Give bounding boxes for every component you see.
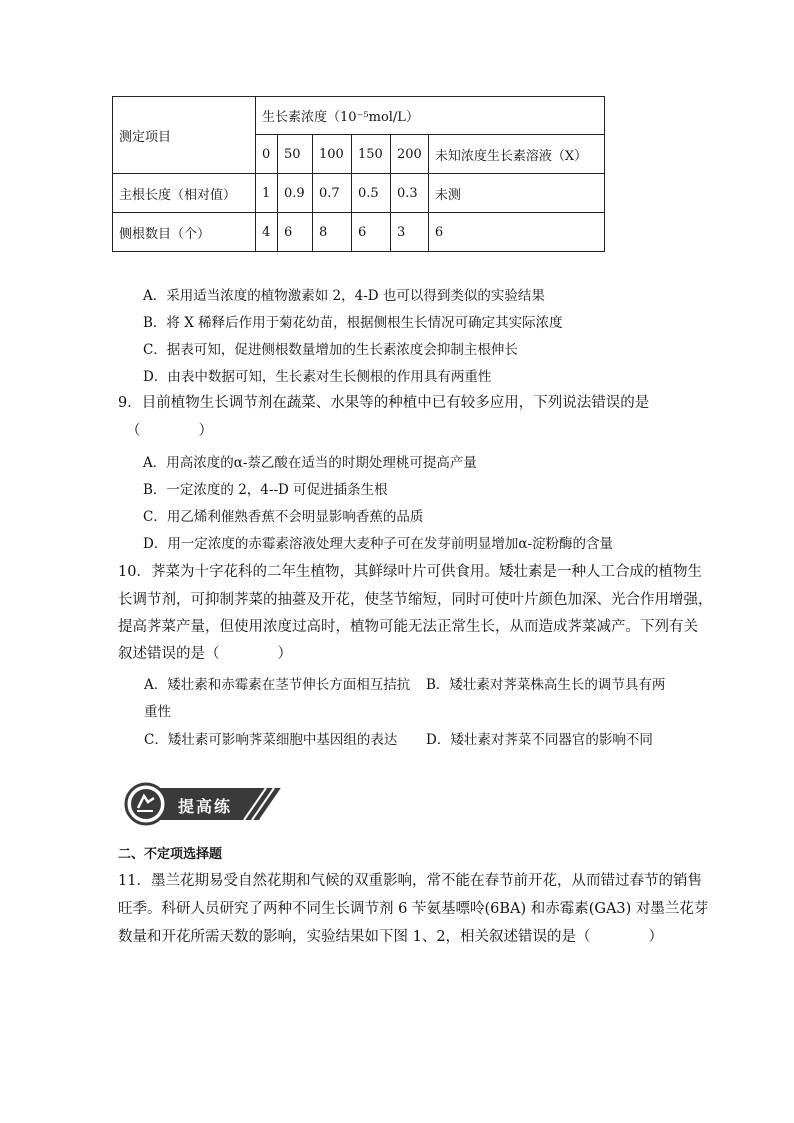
q8-option-d: D．由表中数据可知，生长素对生长侧根的作用具有两重性 <box>143 369 492 385</box>
q10-stem-line: 10．荠菜为十字花科的二年生植物，其鲜绿叶片可供食用。矮壮素是一种人工合成的植物生 <box>118 564 702 580</box>
table-row <box>113 213 605 252</box>
q9-option-a: A．用高浓度的α-萘乙酸在适当的时期处理桃可提高产量 <box>143 455 477 471</box>
table-row <box>113 174 605 213</box>
q10-option-a: A．矮壮素和赤霉素在茎节伸长方面相互拮抗 <box>144 677 411 693</box>
table-cell: 4 <box>256 213 278 252</box>
q10-stem-line: 长调节剂，可抑制荠菜的抽薹及开花，使茎节缩短，同时可使叶片颜色加深、光合作用增强， <box>118 592 713 608</box>
table-cell: 100 <box>313 135 352 174</box>
table-cell: 200 <box>391 135 429 174</box>
table-cell: 未知浓度生长素溶液（X） <box>428 135 604 174</box>
q8-option-a: A．采用适当浓度的植物激素如 2，4-D 也可以得到类似的实验结果 <box>143 288 545 304</box>
row-label: 侧根数目（个） <box>113 213 256 252</box>
q10-option-d: D．矮壮素对荠菜不同器官的影响不同 <box>426 732 653 748</box>
table-cell: 0.9 <box>278 174 313 213</box>
section-banner <box>122 782 290 826</box>
table-cell: 0 <box>256 135 278 174</box>
q10-stem-line: 提高荠菜产量，但使用浓度过高时，植物可能无法正常生长，从而造成荠菜减产。下列有关 <box>118 619 698 635</box>
q8-option-c: C．据表可知，促进侧根数量增加的生长素浓度会抑制主根伸长 <box>143 342 518 358</box>
table-cell: 8 <box>313 213 352 252</box>
table-cell: 6 <box>278 213 313 252</box>
table-cell: 0.3 <box>391 174 429 213</box>
q9-option-c: C．用乙烯利催熟香蕉不会明显影响香蕉的品质 <box>143 509 424 525</box>
data-table <box>112 96 605 252</box>
q11-stem-line: 数量和开花所需天数的影响，实验结果如下图 1、2，相关叙述错误的是（ ） <box>118 929 664 945</box>
q11-stem-line: 11．墨兰花期易受自然花期和气候的双重影响，常不能在春节前开花，从而错过春节的销售 <box>118 873 702 889</box>
q9-stem: 9．目前植物生长调节剂在蔬菜、水果等的种植中已有较多应用，下列说法错误的是 <box>118 395 650 411</box>
table-cell: 1 <box>256 174 278 213</box>
table-cell: 150 <box>352 135 391 174</box>
table-cell: 0.5 <box>352 174 391 213</box>
section-title: 二、不定项选择题 <box>118 847 223 862</box>
q10-option-c: C．矮壮素可影响荠菜细胞中基因组的表达 <box>144 732 398 748</box>
table-cell: 0.7 <box>313 174 352 213</box>
table-cell: 6 <box>352 213 391 252</box>
q9-option-d: D．用一定浓度的赤霉素溶液处理大麦种子可在发芽前明显增加α-淀粉酶的含量 <box>143 536 614 552</box>
banner-title: 提高练 <box>178 797 233 816</box>
q9-answer-bracket: （ ） <box>126 423 213 439</box>
q9-option-b: B．一定浓度的 2，4--D 可促进插条生根 <box>143 482 388 498</box>
row-label: 主根长度（相对值） <box>113 174 256 213</box>
table-cell: 6 <box>428 213 604 252</box>
table-cell: 3 <box>391 213 429 252</box>
table-header-label: 测定项目 <box>113 97 256 174</box>
table-cell: 50 <box>278 135 313 174</box>
table-cell: 未测 <box>428 174 604 213</box>
q10-stem-line: 叙述错误的是（ ） <box>118 646 292 662</box>
concentration-header: 生长素浓度（10⁻⁵mol/L） <box>256 97 605 135</box>
q11-stem-line: 旺季。科研人员研究了两种不同生长调节剂 6 苄氨基嘌呤(6BA) 和赤霉素(GA3) 对墨兰花芽 <box>118 901 709 917</box>
q10-option-b: B．矮壮素对荠菜株高生长的调节具有两 <box>426 677 666 693</box>
q8-option-b: B．将 X 稀释后作用于菊花幼苗，根据侧根生长情况可确定其实际浓度 <box>143 315 563 331</box>
q10-option-b-continued: 重性 <box>144 704 171 720</box>
